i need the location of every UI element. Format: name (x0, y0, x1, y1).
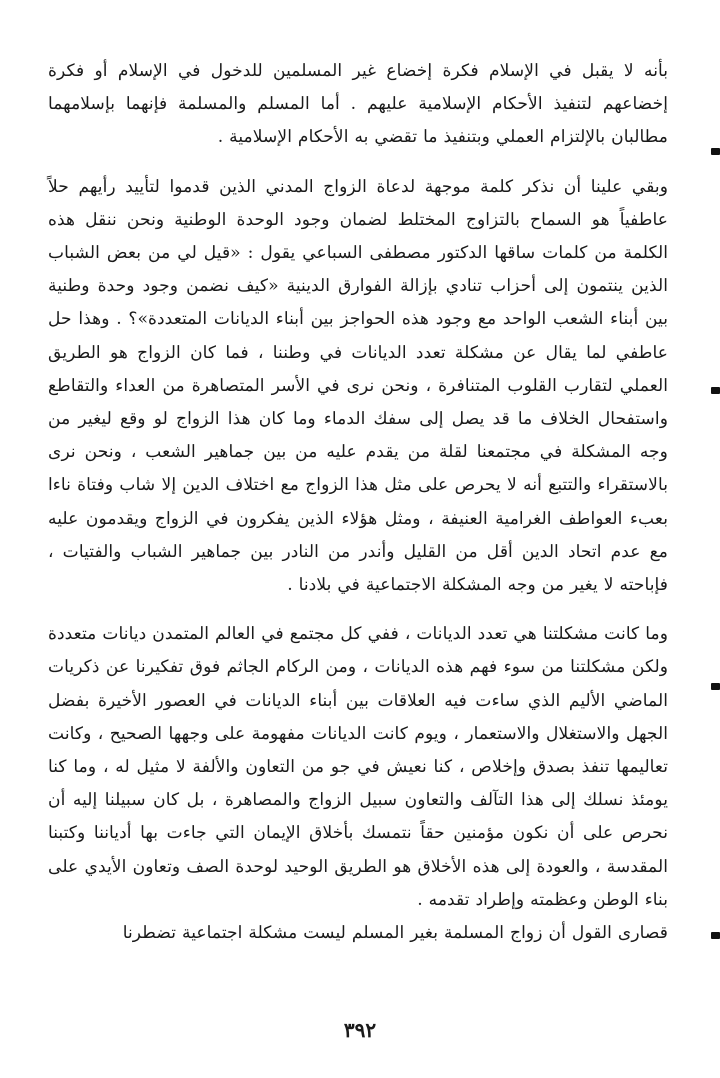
margin-mark (711, 387, 720, 394)
paragraph-2: وبقي علينا أن نذكر كلمة موجهة لدعاة الزواج المدني الذين قدموا لتأييد رأيهم حلاً عاطفياً هو السماح بالتزاوج المختلط لضمان وجود الوحدة الوطنية ونحن ننقل هذه الكلمة من كلمات ساقها الدكتور مصطفى السباعي يقول : «قيل لي من بعض الشباب الذين ينتمون إلى أحزاب تنادي بإزالة الفوارق الدينية «كيف نضمن وجود وحدة وطنية بين أبناء الشعب الواحد مع وجود هذه الحواجز بين أبناء الديانات المتعددة»؟ . وهذا حل عاطفي لما يقال عن مشكلة تعدد الديانات في وطننا ، فما كان الزواج هو الطريق العملي لتقارب القلوب المتنافرة ، ونحن نرى في الأسر المتصاهرة من العداء والتقاطع واستفحال الخلاف ما قد يصل إلى سفك الدماء وما كان هذا الزواج لو وقع ليغير من وجه المشكلة في مجتمعنا لقلة من يقدم عليه من بين جماهير الشعب ، ونحن نرى بالاستقراء والتتبع أنه لا يحرص على مثل هذا الزواج مع اختلاف الدين إلا شاب وفتاة ناءا بعبء العواطف الغرامية العنيفة ، ومثل هؤلاء الذين يفكرون في الزواج ويقدمون عليه مع عدم اتحاد الدين أقل من القليل وأندر من النادر بين جماهير الشباب والفتيات ، فإباحته لا يغير من وجه المشكلة الاجتماعية في بلادنا . (48, 176, 668, 596)
paragraph-1: بأنه لا يقبل في الإسلام فكرة إخضاع غير المسلمين للدخول في الإسلام أو فكرة إخضاعهم لتنفيذ الأحكام الإسلامية عليهم . أما المسلم والمسلمة فإنهما بإسلامهما مطالبان بالإلتزام العملي وبتنفيذ ما تقضي به الأحكام الإسلامية . (48, 61, 668, 148)
paragraph-4: قصارى القول أن زواج المسلمة بغير المسلم ليست مشكلة اجتماعية تضطرنا (122, 923, 668, 944)
paragraph-3: وما كانت مشكلتنا هي تعدد الديانات ، ففي كل مجتمع في العالم المتمدن ديانات متعددة ولكن مشكلتنا من سوء فهم هذه الديانات ، ومن الركام الجاثم فوق تفكيرنا عن ذكريات الماضي الأليم الذي ساءت فيه العلاقات بين أبناء الديانات في العصور الأخيرة بفضل الجهل والاستغلال والاستعمار ، ويوم كانت الديانات مفهومة على وجهها الصحيح ، وكانت تعاليمها تنفذ بصدق وإخلاص ، كنا نعيش في جو من التعاون والألفة لا مثيل له ، وما كنا يومئذ نسلك إلى هذا التآلف والتعاون سبيل الزواج والمصاهرة ، بل كان سبيلنا إليه أن نحرص على أن نكون مؤمنين حقاً نتمسك بأخلاق الإيمان التي جاءت بها أدياننا وكتبنا المقدسة ، والعودة إلى هذه الأخلاق هو الطريق الوحيد لوحدة الصف وتعاون الأيدي على بناء الوطن وعظمته وإطراد تقدمه . (48, 624, 668, 910)
margin-mark (711, 932, 720, 939)
page-number: ٣٩٢ (343, 1018, 377, 1042)
margin-mark (711, 683, 720, 690)
page-body (48, 55, 668, 1015)
margin-mark (711, 148, 720, 155)
